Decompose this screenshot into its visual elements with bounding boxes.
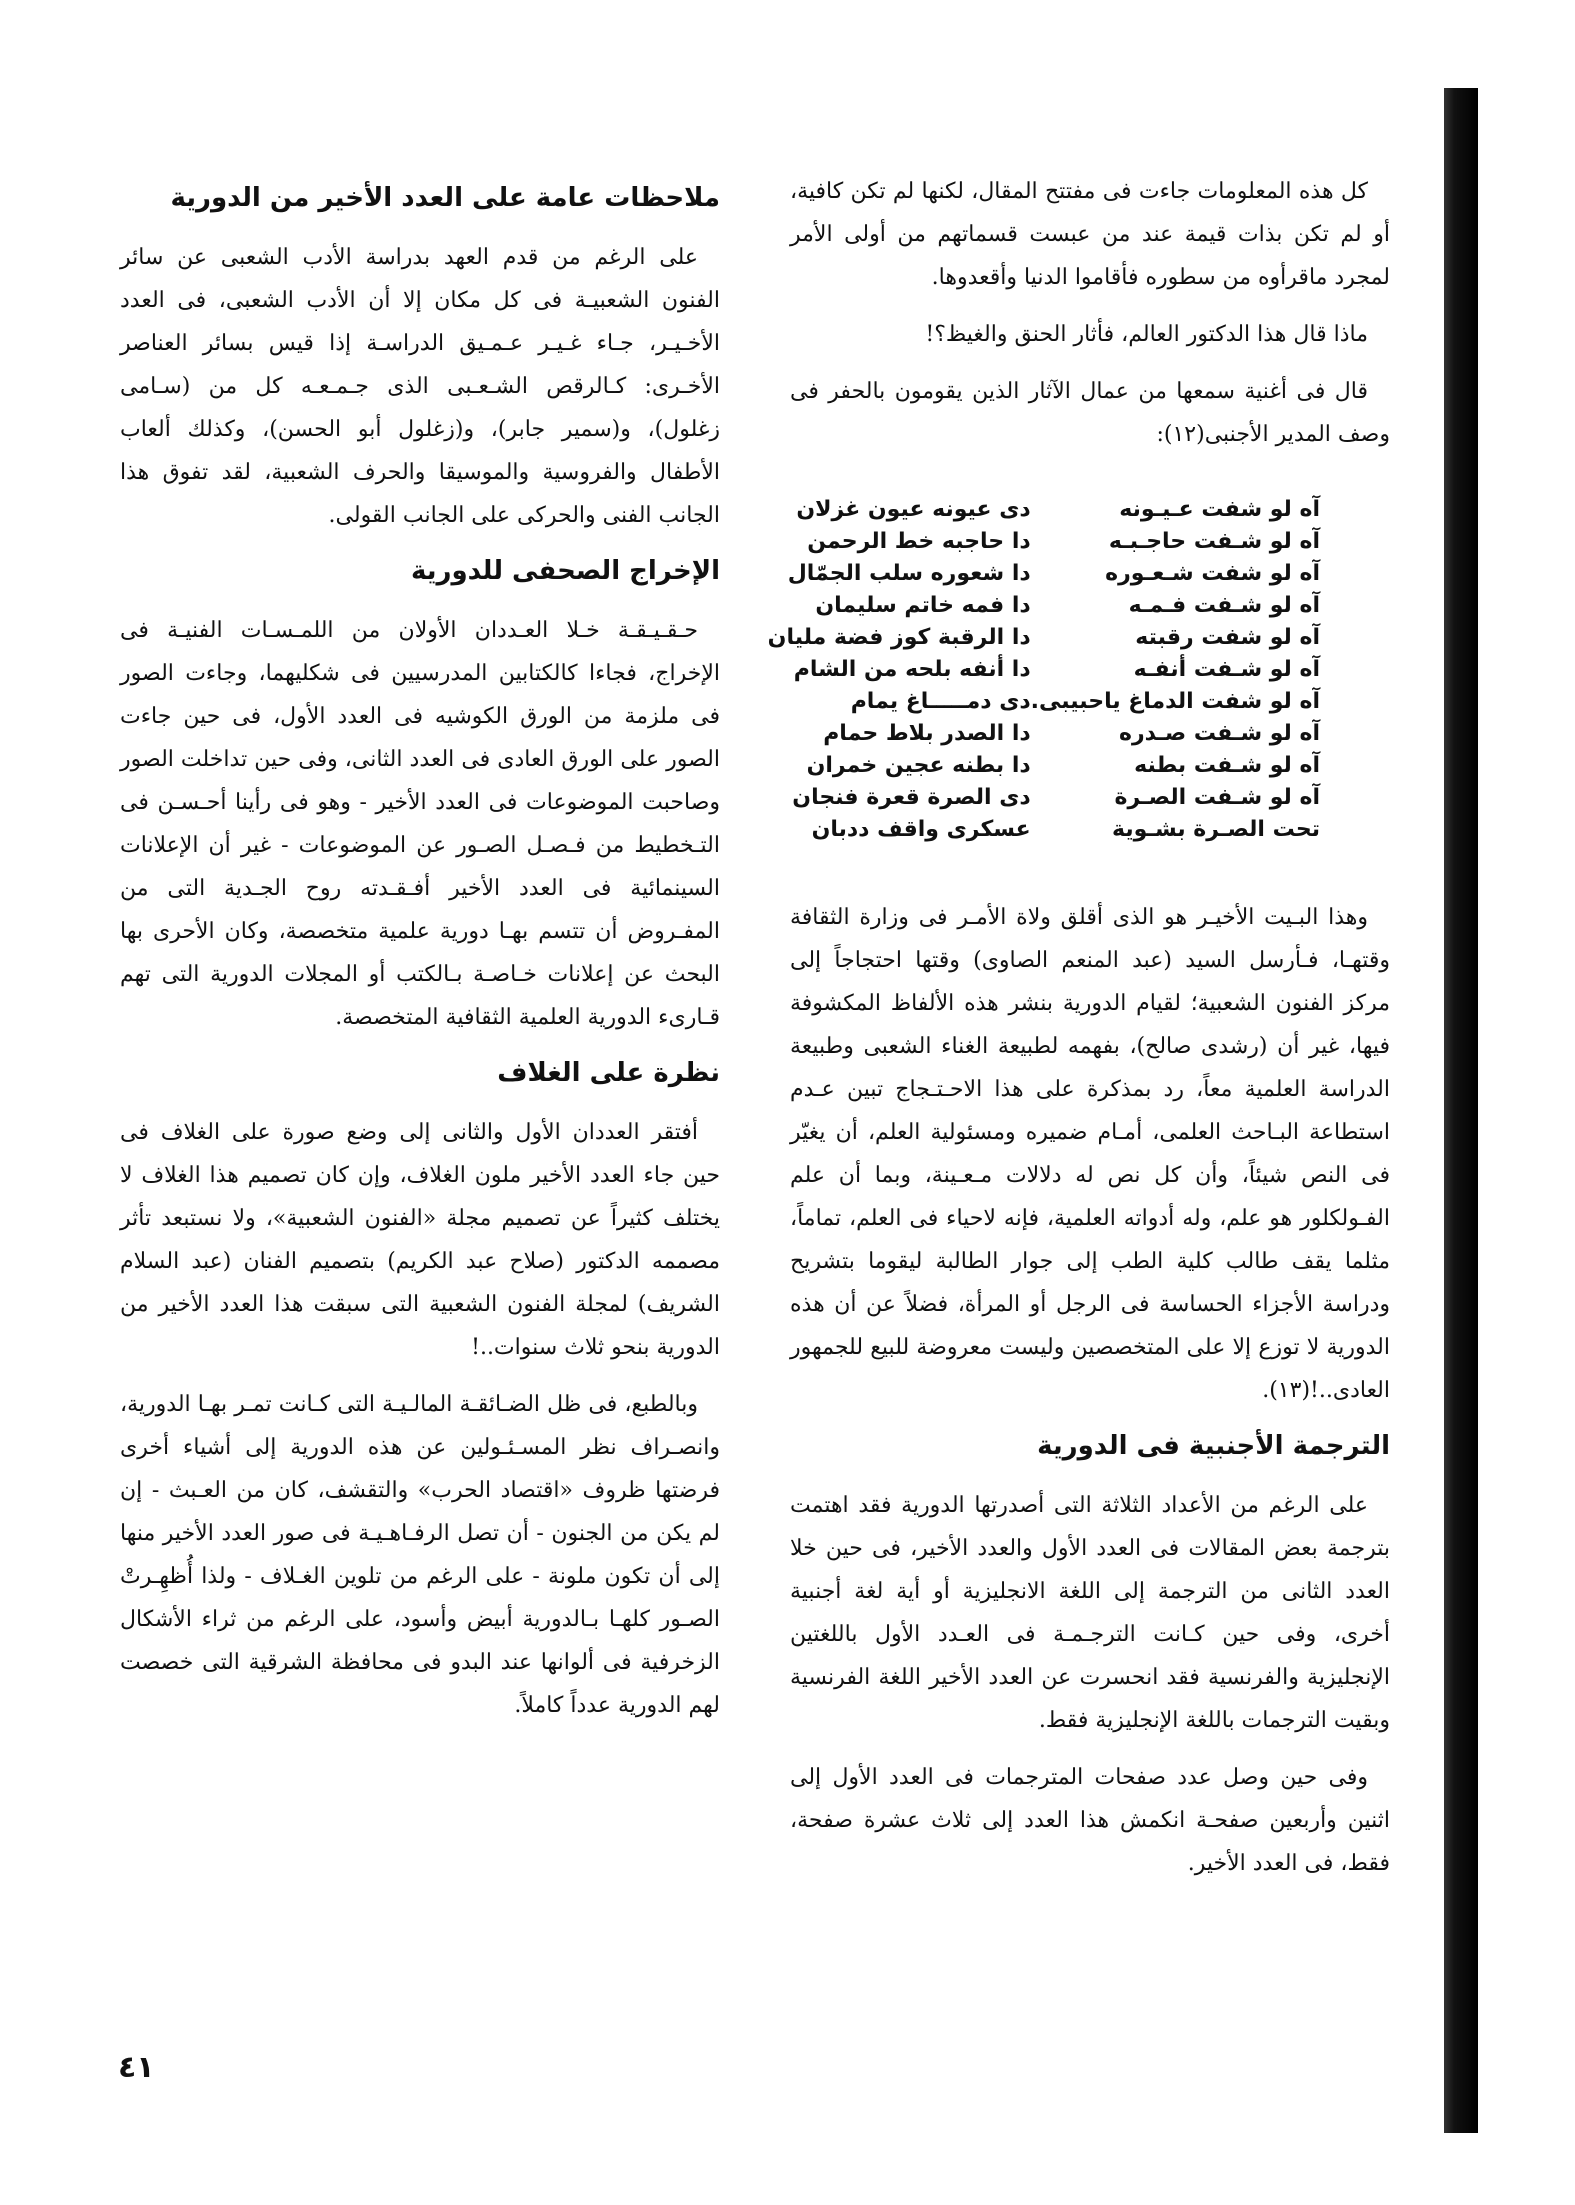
poem-line: دا الرقبة كوز فضة مليان — [767, 625, 1031, 650]
poem-line: دا الصدر بلاط حمام — [823, 721, 1031, 746]
section-heading-cover: نظرة على الغلاف — [497, 1058, 720, 1088]
poem-line: تحت الصـرة بشـوية — [1112, 817, 1320, 842]
right-column — [767, 170, 1390, 1899]
poem-line: آه لو شـفت أنفـه — [1133, 657, 1320, 682]
scan-edge-shadow — [1444, 88, 1478, 2133]
poem-line: دا شعوره سلب الجمّال — [787, 561, 1031, 586]
poem-line: آه لو شفت شـعـوره — [1105, 561, 1320, 586]
poem-line: آه لو شـفت فـمـه — [1128, 593, 1320, 618]
poem-line: آه لو شفت عـيـونه — [1119, 497, 1320, 522]
poem-line: دا فمه خاتم سليمان — [815, 593, 1031, 618]
left-column — [120, 170, 720, 1741]
poem-line: آه لو شـفت صـدره — [1119, 721, 1320, 746]
poem-line: آه لو شـفت حاجـبـه — [1108, 529, 1320, 554]
folk-song-poem — [767, 494, 1320, 846]
poem-line: آه لو شـفت بطنه — [1134, 753, 1320, 778]
poem-column-right — [1031, 494, 1320, 846]
poem-line: آه لو شفت رقبته — [1135, 625, 1320, 650]
poem-line: دا بطنه عجين خمران — [806, 753, 1031, 778]
poem-column-left — [768, 494, 1031, 846]
poem-line: دا أنفه بلحه من الشام — [793, 657, 1031, 682]
paragraph: على الرغم من قدم العهد بدراسة الأدب الشعبى عن سائر الفنون الشعبيـة فى كل مكان إلا أن الأدب الشعبى، فى العدد الأخـيـر، جـاء غـيـر عـمـيق الدراسـة إذا قيس بسائر العناصر الأخـرى: كـالرقص الشـعـبى الذى جـمـعـه كل من (سـامى زغلول)، و(سمير جابر)، و(زغلول أبو الحسن)، وكذلك ألعاب الأطفال والفروسية والموسيقا والحرف الشعبية، لقد تفوق هذا الجانب الفنى والحركى على الجانب القولى. — [120, 245, 720, 528]
poem-line: دى عيونه عيون غزلان — [796, 497, 1031, 522]
poem-line: عسكرى واقف ددبان — [811, 817, 1031, 842]
poem-line: آه لو شفت الدماغ ياحبيبى. — [1030, 689, 1320, 714]
poem-line: دا حاجبه خط الرحمن — [807, 529, 1031, 554]
page-number: ٤١ — [118, 2050, 155, 2085]
paragraph: أفتقر العددان الأول والثانى إلى وضع صورة على الغلاف فى حين جاء العدد الأخير ملون الغلاف، وإن كان تصميم هذا الغلاف لا يختلف كثيراً عن تصميم مجلة «الفنون الشعبية»، ولا نستبعد تأثر مصممه الدكتور (صلاح عبد الكريم) بتصميم الفنان (عبد السلام الشريف) لمجلة الفنون الشعبية التى سبقت هذا العدد الأخير من الدورية بنحو ثلاث سنوات..! — [120, 1120, 720, 1360]
section-heading-layout: الإخراج الصحفى للدورية — [410, 556, 720, 586]
paragraph: على الرغم من الأعداد الثلاثة التى أصدرتها الدورية فقد اهتمت بترجمة بعض المقالات فى العدد الأول والعدد الأخير، فى حين خلا العدد الثانى من الترجمة إلى اللغة الانجليزية أو أية لغة أجنبية أخرى، وفى حين كـانت الترجـمـة فى العـدد الأول باللغتين الإنجليزية والفرنسية فقد انحسرت عن العدد الأخير اللغة الفرنسية وبقيت الترجمات باللغة الإنجليزية فقط. — [790, 1493, 1390, 1733]
poem-line: آه لو شـفت الصـرة — [1114, 785, 1320, 810]
section-heading-notes: ملاحظات عامة على العدد الأخير من الدورية — [170, 183, 720, 213]
section-heading-translation: الترجمة الأجنبية فى الدورية — [1037, 1431, 1390, 1461]
poem-line: دى الصرة قعرة فنجان — [792, 785, 1031, 810]
paragraph: حـقـيـقـة خـلا العـددان الأولان من اللمـسـات الفنيـة فى الإخراج، فجاءا كالكتابين المدرسيين فى شكليهما، وجاءت الصور فى ملزمة من الورق الكوشيه فى العدد الأول، فى حين جاءت الصور على الورق العادى فى العدد الثانى، وفى حين تداخلت الصور وصاحبت الموضوعات فى العدد الأخير - وهو فى رأينا أحـسـن فى التـخطيط من فـصـل الصـور عن الموضوعات - غير أن الإعلانات السينمائية فى العدد الأخير أفـقـدته روح الجـدية التى من المفـروض أن تتسم بهـا دورية علمية متخصصة، وكان الأحرى بها البحث عن إعلانات خـاصـة بـالكتب أو المجلات الدورية التى تهم قـارىء الدورية العلمية الثقافية المتخصصة. — [120, 618, 720, 1030]
poem-line: دى دمـــــاغ يمام — [850, 689, 1031, 714]
paragraph: ماذا قال هذا الدكتور العالم، فأثار الحنق والغيظ؟! — [925, 322, 1368, 347]
paragraph: قال فى أغنية سمعها من عمال الآثار الذين يقومون بالحفر فى وصف المدير الأجنبى(١٢): — [790, 379, 1390, 447]
paragraph: كل هذه المعلومات جاءت فى مفتتح المقال، لكنها لم تكن كافية، أو لم تكن بذات قيمة عند من عبست قسماتهم من أولى الأمر لمجرد ماقرأوه من سطوره فأقاموا الدنيا وأقعدوها. — [790, 179, 1390, 290]
paragraph: وهذا البـيت الأخيـر هو الذى أقلق ولاة الأمـر فى وزارة الثقافة وقتهـا، فـأرسل السيد (عبد المنعم الصاوى) وقتها احتجاجاً إلى مركز الفنون الشعبية؛ لقيام الدورية بنشر هذه الألفاظ المكشوفة فيها، غير أن (رشدى صالح)، بفهمه لطبيعة الغناء الشعبى وطبيعة الدراسة العلمية معاً، رد بمذكرة على هذا الاحـتـجاج تبين عـدم استطاعة البـاحث العلمى، أمـام ضميره ومسئولية العلم، أن يغيّر فى النص شيئاً، وأن كل نص له دلالات مـعـينة، وبما أن علم الفـولكلور هو علم، وله أدواته العلمية، فإنه لاحياء فى العلم، تماماً، مثلما يقف طالب كلية الطب إلى جوار الطالبة ليقوما بتشريح ودراسة الأجزاء الحساسة فى الرجل أو المرأة، فضلاً عن أن هذه الدورية لا توزع إلا على المتخصصين وليست معروضة للبيع للجمهور العادى..!(١٣). — [790, 905, 1390, 1403]
paragraph: وبالطبع، فى ظل الضـائقـة المالـيـة التى كـانت تمـر بهـا الدورية، وانصـراف نظر المسـئـولين عن هذه الدورية إلى أشياء أخرى فرضتها ظروف «اقتصاد الحرب» والتقشف، كان من العـبث - إن لم يكن من الجنون - أن تصل الرفـاهـيـة فى صور العدد الأخير منها إلى أن تكون ملونة - على الرغم من تلوين الغـلاف - ولذا أُظهِـرتْ الصـور كلهـا بـالدورية أبيض وأسود، على الرغم من ثراء الأشكال الزخرفية فى ألوانها عند البدو فى محافظة الشرقية التى خصصت لهم الدورية عدداً كاملاً. — [120, 1392, 720, 1718]
paragraph: وفى حين وصل عدد صفحات المترجمات فى العدد الأول إلى اثنين وأربعين صفحـة انكمش هذا العدد إلى ثلاث عشرة صفحة، فقط، فى العدد الأخير. — [790, 1765, 1390, 1876]
